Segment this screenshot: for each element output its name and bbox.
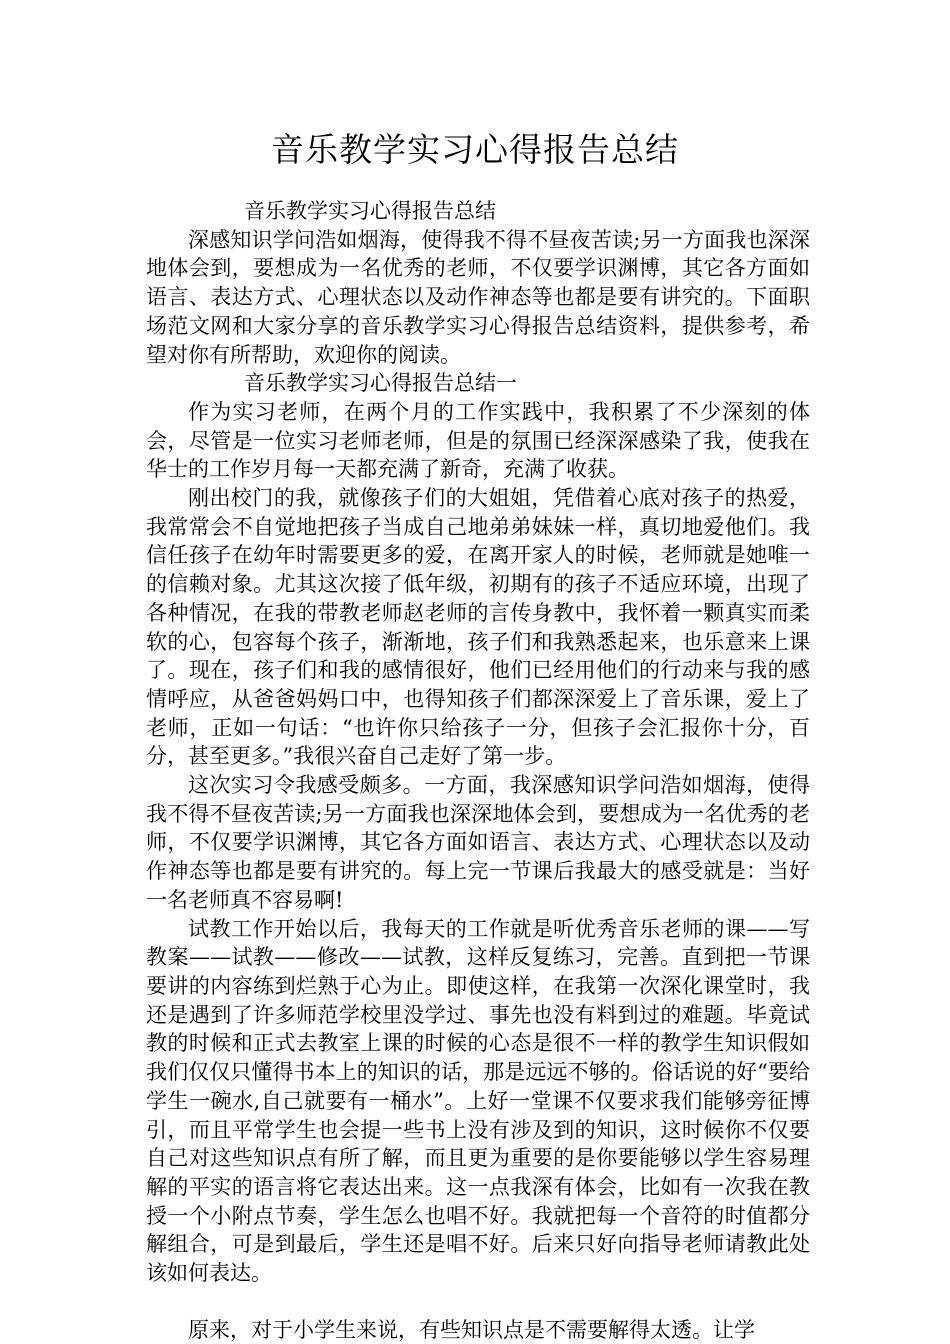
subtitle: 音乐教学实习心得报告总结 [244, 199, 496, 223]
document-title: 音乐教学实习心得报告总结 [271, 130, 679, 169]
body-paragraph: 作为实习老师，在两个月的工作实践中，我积累了不少深刻的体会，尽管是一位实习老师老师，但是的氛围已经深深感染了我，使我在华士的工作岁月每一天都充满了新奇，充满了收获。 [146, 399, 810, 482]
section-heading: 音乐教学实习心得报告总结一 [244, 371, 517, 396]
body-paragraph: 刚出校门的我，就像孩子们的大姐姐，凭借着心底对孩子的热爱，我常常会不自觉地把孩子当成自己地弟弟妹妹一样，真切地爱他们。我信任孩子在幼年时需要更多的爱，在离开家人的时候，老师就是她唯一的信赖对象。尤其这次接了低年级，初期有的孩子不适应环境，出现了各种情况，在我的带教老师赵老师的言传身教中，我怀着一颗真实而柔软的心，包容每个孩子，渐渐地，孩子们和我熟悉起来，也乐意来上课了。现在，孩子们和我的感情很好，他们已经用他们的行动来与我的感情呼应，从爸爸妈妈口中，也得知孩子们都深深爱上了音乐课，爱上了老师，正如一句话：“也许你只给孩子一分，但孩子会汇报你十分，百分，甚至更多。”我很兴奋自己走好了第一步。 [146, 486, 810, 769]
body-paragraph: 这次实习令我感受颇多。一方面，我深感知识学问浩如烟海，使得我不得不昼夜苦读;另一方面我也深深地体会到，要想成为一名优秀的老师，不仅要学识渊博，其它各方面如语言、表达方式、心理状态以及动作神态等也都是要有讲究的。每上完一节课后我最大的感受就是：当好一名老师真不容易啊! [146, 773, 810, 912]
body-paragraph: 试教工作开始以后，我每天的工作就是听优秀音乐老师的课——写教案——试教——修改——试教，这样反复练习，完善。直到把一节课要讲的内容练到烂熟于心为止。即使这样，在我第一次深化课堂时，我还是遇到了许多师范学校里没学过、事先也没有料到过的难题。毕竟试教的时候和正式去教室上课的时候的心态是很不一样的教学生知识假如我们仅仅只懂得书本上的知识的话，那是远远不够的。俗话说的好“要给学生一碗水,自己就要有一桶水”。上好一堂课不仅要求我们能够旁征博引，而且平常学生也会提一些书上没有涉及到的知识，这时候你不仅要自己对这些知识点有所了解，而且更为重要的是你要能够以学生容易理解的平实的语言将它表达出来。这一点我深有体会，比如有一次我在教授一个小附点节奏，学生怎么也唱不好。我就把每一个音符的时值都分解组合，可是到最后，学生还是唱不好。后来只好向指导老师请教此处该如何表达。 [146, 916, 810, 1286]
document-body [146, 197, 810, 1344]
body-paragraph: 原来，对于小学生来说，有些知识点是不需要解得太透。让学 [188, 1317, 755, 1342]
intro-paragraph: 深感知识学问浩如烟海，使得我不得不昼夜苦读;另一方面我也深深地体会到，要想成为一名优秀的老师，不仅要学识渊博，其它各方面如语言、表达方式、心理状态以及动作神态等也都是要有讲究的。下面职场范文网和大家分享的音乐教学实习心得报告总结资料，提供参考，希望对你有所帮助，欢迎你的阅读。 [146, 227, 810, 367]
